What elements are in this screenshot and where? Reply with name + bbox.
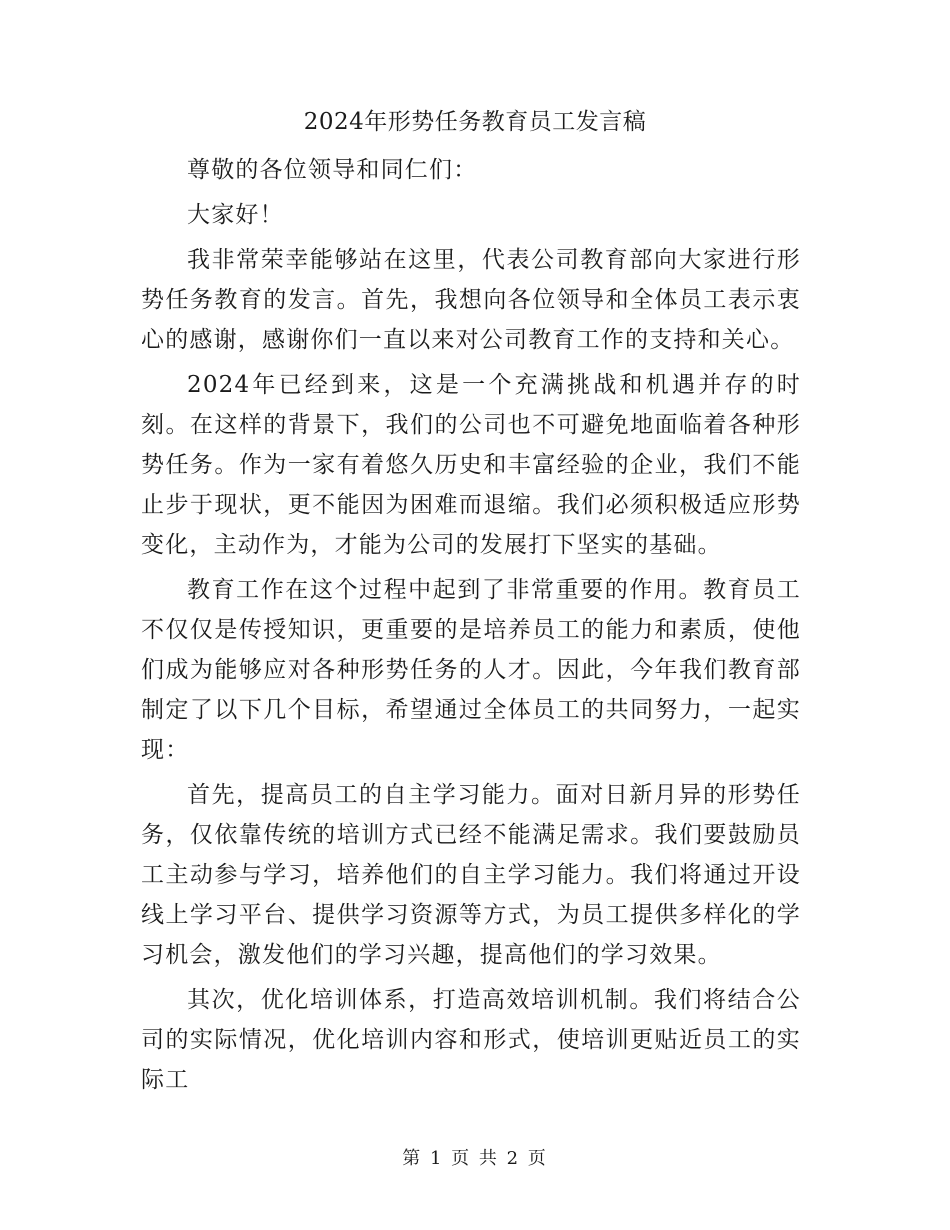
- document-body: [141, 150, 801, 1105]
- paragraph-goal-one: 首先，提高员工的自主学习能力。面对日新月异的形势任务，仅依靠传统的培训方式已经不能满足需求。我们要鼓励员工主动参与学习，培养他们的自主学习能力。我们将通过开设线上学习平台、提供学习资源等方式，为员工提供多样化的学习机会，激发他们的学习兴趣，提高他们的学习效果。: [141, 782, 801, 968]
- paragraph-education-role: 教育工作在这个过程中起到了非常重要的作用。教育员工不仅仅是传授知识，更重要的是培养员工的能力和素质，使他们成为能够应对各种形势任务的人才。因此，今年我们教育部制定了以下几个目标，希望通过全体员工的共同努力，一起实现：: [141, 577, 801, 763]
- paragraph-salutation: 尊敬的各位领导和同仁们：: [187, 157, 478, 183]
- paragraph-goal-two: 其次，优化培训体系，打造高效培训机制。我们将结合公司的实际情况，优化培训内容和形式，使培训更贴近员工的实际工: [141, 987, 801, 1093]
- page-number-footer: 第 1 页 共 2 页: [402, 1148, 548, 1169]
- paragraph-background: 2024年已经到来，这是一个充满挑战和机遇并存的时刻。在这样的背景下，我们的公司也不可避免地面临着各种形势任务。作为一家有着悠久历史和丰富经验的企业，我们不能止步于现状，更不能因为困难而退缩。我们必须积极适应形势变化，主动作为，才能为公司的发展打下坚实的基础。: [141, 372, 801, 558]
- paragraph-greeting: 大家好！: [187, 202, 284, 228]
- paragraph-opening: 我非常荣幸能够站在这里，代表公司教育部向大家进行形势任务教育的发言。首先，我想向各位领导和全体员工表示衷心的感谢，感谢你们一直以来对公司教育工作的支持和关心。: [141, 247, 801, 353]
- document-title: 2024年形势任务教育员工发言稿: [303, 109, 647, 135]
